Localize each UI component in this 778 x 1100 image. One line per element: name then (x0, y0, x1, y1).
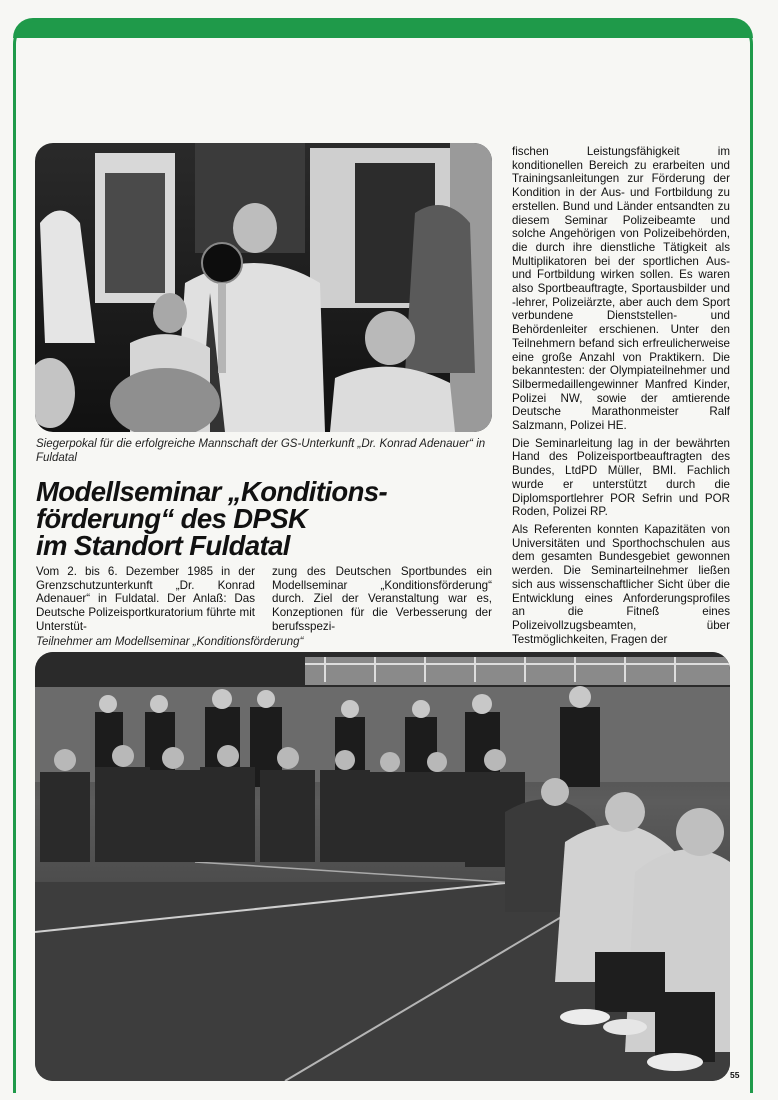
page-number: 55 (730, 1070, 740, 1080)
body-paragraph: fischen Leistungsfähigkeit im konditionellen Bereich zu erarbeiten und Trainingsanleitungen zur Förderung der Kondition in der Aus- und Fortbildung zu erstellen. Bund und Länder entsandten zu diesem Seminar Polizeibeamte und solche Angehörigen von Polizeibehörden, die durch ihre dienstliche Tätigkeit als Multiplikatoren bei der sportlichen Aus- und Fortbildung wirken sollen. Es waren also Sportbeauftragte, Sportausbilder und -lehrer, Polizeiärzte, aber auch dem Sport verbundene Dienststellen- und Behördenleiter erschienen. Unter den Teilnehmern befand sich erfreulicherweise eine große Anzahl von Praktikern. Die bekanntesten: der Olympiateilnehmer und Silbermedaillengewinner Manfred Kinder, Polizei NW, sowie der amtierende Deutsche Marathonmeister Ralf Salzmann, Polizei HE. (512, 145, 730, 433)
participants-photo-caption: Teilnehmer am Modellseminar „Konditionsförderung“ (36, 636, 304, 648)
headline-line-1: Modellseminar „Konditions- (36, 476, 388, 507)
trophy-photo-caption: Siegerpokal für die erfolgreiche Mannschaft der GS-Unterkunft „Dr. Konrad Adenauer“ in Fuldatal (36, 438, 486, 464)
trophy-photo (35, 143, 492, 432)
headline-line-3: im Standort Fuldatal (36, 530, 290, 561)
body-paragraph: Vom 2. bis 6. Dezember 1985 in der Grenzschutzunterkunft „Dr. Konrad Adenauer“ in Fuldatal. Der Anlaß: Das Deutsche Polizeisportkuratorium führte mit Unterstüt- (36, 565, 255, 633)
participants-photo-image (35, 652, 730, 1081)
headline-line-2: förderung“ des DPSK (36, 503, 308, 534)
trophy-photo-image (35, 143, 492, 432)
body-paragraph: Als Referenten konnten Kapazitäten von Universitäten und Sporthochschulen aus dem gesamten Bundesgebiet gewonnen werden. Die Seminarteilnehmer ließen sich aus wissenschaftlicher Sicht über die Entwicklung eines Anforderungsprofiles an die Fitneß eines Polizeivollzugsbeamten, über Testmöglichkeiten, Fragen der (512, 522, 730, 646)
body-paragraph: zung des Deutschen Sportbundes ein Modellseminar „Konditionsförderung“ durch. Ziel der Veranstaltung war es, Konzeptionen für die Verbesserung der berufsspezi- (272, 565, 492, 633)
body-column-right (512, 145, 730, 650)
body-paragraph: Die Seminarleitung lag in der bewährten Hand des Polizeisportbeauftragten des Bundes, LtdPD Müller, BMI. Fachlich wurde er unterstützt durch die Diplomsportlehrer POR Sefrin und POR Roden, Polizei RP. (512, 436, 730, 519)
body-column-middle (272, 565, 492, 638)
body-column-left (36, 565, 255, 638)
article-headline (36, 478, 492, 559)
participants-photo (35, 652, 730, 1081)
